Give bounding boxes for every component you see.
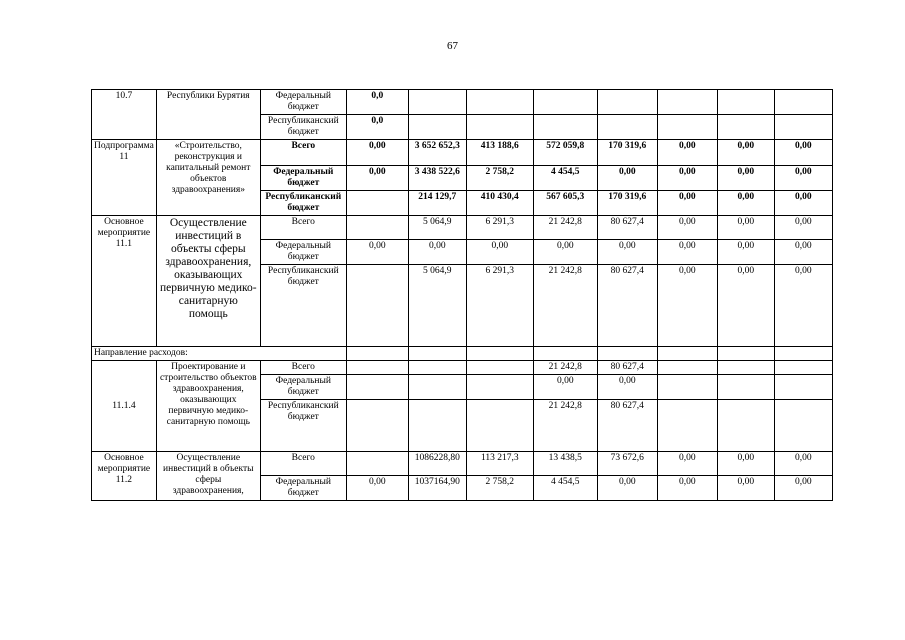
table-cell: 0,00 bbox=[774, 191, 832, 216]
table-cell: 3 652 652,3 bbox=[408, 140, 466, 166]
table-cell: 0,00 bbox=[657, 240, 717, 265]
table-cell: 0,00 bbox=[657, 140, 717, 166]
table-cell: 0,00 bbox=[774, 166, 832, 191]
table-cell bbox=[717, 90, 774, 115]
table-cell: 80 627,4 bbox=[597, 361, 657, 375]
table-cell: 73 672,6 bbox=[597, 452, 657, 476]
table-cell: Всего bbox=[260, 140, 346, 166]
table-cell: Осуществление инвестиций в объекты сферы здравоохранения, оказывающих первичную медико-санитарную помощь bbox=[156, 216, 260, 347]
table-row bbox=[92, 90, 833, 115]
table-cell: 21 242,8 bbox=[533, 216, 597, 240]
table-cell bbox=[657, 361, 717, 375]
table-cell: 0,0 bbox=[346, 115, 408, 140]
table-cell: 2 758,2 bbox=[466, 166, 533, 191]
table-cell bbox=[657, 115, 717, 140]
table-cell bbox=[657, 400, 717, 452]
table-cell: 567 605,3 bbox=[533, 191, 597, 216]
table-cell: 0,0 bbox=[346, 90, 408, 115]
table-cell: 0,00 bbox=[717, 452, 774, 476]
table-cell: 0,00 bbox=[533, 375, 597, 400]
table-cell: 0,00 bbox=[657, 265, 717, 347]
table-cell: Республиканский бюджет bbox=[260, 265, 346, 347]
table-cell bbox=[466, 361, 533, 375]
table-cell: 0,00 bbox=[657, 476, 717, 501]
table-cell: Подпрограмма 11 bbox=[92, 140, 157, 216]
table-cell: 21 242,8 bbox=[533, 265, 597, 347]
table-cell: 0,00 bbox=[597, 166, 657, 191]
table-row bbox=[92, 452, 833, 476]
table-cell: 1037164,90 bbox=[408, 476, 466, 501]
table-cell bbox=[346, 347, 408, 361]
table-cell: 0,00 bbox=[657, 216, 717, 240]
table-cell bbox=[597, 347, 657, 361]
table-cell bbox=[408, 115, 466, 140]
table-cell: Всего bbox=[260, 452, 346, 476]
table-cell: Федеральный бюджет bbox=[260, 166, 346, 191]
table-cell: 0,00 bbox=[408, 240, 466, 265]
table-cell: 0,00 bbox=[657, 166, 717, 191]
table-cell: 5 064,9 bbox=[408, 216, 466, 240]
table-cell bbox=[717, 115, 774, 140]
table-cell: 0,00 bbox=[774, 265, 832, 347]
table-cell bbox=[346, 191, 408, 216]
table-cell bbox=[466, 90, 533, 115]
table-cell: «Строительство, реконструкция и капитальный ремонт объектов здравоохранения» bbox=[156, 140, 260, 216]
table-cell: 5 064,9 bbox=[408, 265, 466, 347]
table-cell bbox=[717, 400, 774, 452]
table-cell: Федеральный бюджет bbox=[260, 90, 346, 115]
table-cell bbox=[346, 265, 408, 347]
table-cell bbox=[346, 375, 408, 400]
table-cell: 4 454,5 bbox=[533, 166, 597, 191]
table-cell bbox=[466, 400, 533, 452]
table-cell: 0,00 bbox=[774, 140, 832, 166]
table-cell: Всего bbox=[260, 361, 346, 375]
table-cell: 3 438 522,6 bbox=[408, 166, 466, 191]
table-cell bbox=[657, 375, 717, 400]
table-cell: Республиканский бюджет bbox=[260, 115, 346, 140]
table-cell: 170 319,6 bbox=[597, 191, 657, 216]
table-cell bbox=[466, 347, 533, 361]
table-cell: 13 438,5 bbox=[533, 452, 597, 476]
page-number: 67 bbox=[447, 40, 458, 52]
table-cell bbox=[346, 400, 408, 452]
table-cell: 0,00 bbox=[346, 476, 408, 501]
table-cell: Федеральный бюджет bbox=[260, 476, 346, 501]
table-cell: 572 059,8 bbox=[533, 140, 597, 166]
table-cell bbox=[774, 361, 832, 375]
table-cell bbox=[533, 115, 597, 140]
table-cell: Республиканский бюджет bbox=[260, 191, 346, 216]
table-cell: 6 291,3 bbox=[466, 216, 533, 240]
table-cell bbox=[408, 361, 466, 375]
table-cell: 0,00 bbox=[774, 240, 832, 265]
table-cell bbox=[774, 90, 832, 115]
table-cell: Республиканский бюджет bbox=[260, 400, 346, 452]
table-cell: 214 129,7 bbox=[408, 191, 466, 216]
table-cell: Республики Бурятия bbox=[156, 90, 260, 140]
table-cell bbox=[408, 347, 466, 361]
table-cell bbox=[597, 115, 657, 140]
table-cell: 0,00 bbox=[597, 375, 657, 400]
table-cell bbox=[717, 361, 774, 375]
table-cell: 410 430,4 bbox=[466, 191, 533, 216]
table-cell: Всего bbox=[260, 216, 346, 240]
table-cell: 0,00 bbox=[466, 240, 533, 265]
table-cell: Основное мероприятие 11.2 bbox=[92, 452, 157, 501]
table-cell: 0,00 bbox=[597, 476, 657, 501]
table-cell bbox=[466, 375, 533, 400]
table-cell: Федеральный бюджет bbox=[260, 375, 346, 400]
table-cell bbox=[533, 90, 597, 115]
table-cell: 0,00 bbox=[717, 191, 774, 216]
budget-table bbox=[91, 89, 833, 501]
table-cell bbox=[346, 216, 408, 240]
table-cell: 21 242,8 bbox=[533, 361, 597, 375]
table-cell bbox=[408, 90, 466, 115]
table-row bbox=[92, 216, 833, 240]
table-row bbox=[92, 361, 833, 375]
table-cell bbox=[717, 347, 774, 361]
table-cell: 0,00 bbox=[533, 240, 597, 265]
table-cell: 113 217,3 bbox=[466, 452, 533, 476]
table-cell: Федеральный бюджет bbox=[260, 240, 346, 265]
table-cell: 0,00 bbox=[717, 265, 774, 347]
table-cell: 0,00 bbox=[346, 166, 408, 191]
table-cell bbox=[774, 347, 832, 361]
table-cell: 80 627,4 bbox=[597, 265, 657, 347]
table-cell: 6 291,3 bbox=[466, 265, 533, 347]
table-row bbox=[92, 140, 833, 166]
table-cell bbox=[533, 347, 597, 361]
table-cell: 1086228,80 bbox=[408, 452, 466, 476]
table-cell bbox=[408, 400, 466, 452]
table-cell: 0,00 bbox=[717, 166, 774, 191]
table-cell: Направление расходов: bbox=[92, 347, 347, 361]
table-cell bbox=[408, 375, 466, 400]
table-cell: 0,00 bbox=[774, 452, 832, 476]
table-cell bbox=[346, 361, 408, 375]
table-cell: 4 454,5 bbox=[533, 476, 597, 501]
table-cell: 0,00 bbox=[717, 240, 774, 265]
table-cell: 0,00 bbox=[717, 216, 774, 240]
table-cell: 413 188,6 bbox=[466, 140, 533, 166]
table-cell: 80 627,4 bbox=[597, 216, 657, 240]
table-cell: 0,00 bbox=[346, 240, 408, 265]
table-cell bbox=[346, 452, 408, 476]
table-cell: 0,00 bbox=[597, 240, 657, 265]
table-cell: 170 319,6 bbox=[597, 140, 657, 166]
table-cell: 10.7 bbox=[92, 90, 157, 140]
table-cell: 0,00 bbox=[717, 476, 774, 501]
table-cell: Проектирование и строительство объектов здравоохранения, оказывающих первичную медико-санитарную помощь bbox=[156, 361, 260, 452]
table-cell: 0,00 bbox=[774, 216, 832, 240]
table-cell bbox=[774, 375, 832, 400]
table-cell: 0,00 bbox=[774, 476, 832, 501]
table-cell: 0,00 bbox=[657, 452, 717, 476]
table-row bbox=[92, 347, 833, 361]
table-cell: Основное мероприятие 11.1 bbox=[92, 216, 157, 347]
table-cell: 0,00 bbox=[346, 140, 408, 166]
table-cell bbox=[466, 115, 533, 140]
table-cell bbox=[657, 90, 717, 115]
table-cell: Осуществление инвестиций в объекты сферы здравоохранения, bbox=[156, 452, 260, 501]
table-cell: 2 758,2 bbox=[466, 476, 533, 501]
table-cell: 80 627,4 bbox=[597, 400, 657, 452]
table-cell bbox=[774, 115, 832, 140]
table-cell: 21 242,8 bbox=[533, 400, 597, 452]
table-cell bbox=[717, 375, 774, 400]
table-cell: 0,00 bbox=[657, 191, 717, 216]
table-cell: 11.1.4 bbox=[92, 361, 157, 452]
table-cell bbox=[597, 90, 657, 115]
table-cell bbox=[774, 400, 832, 452]
table-cell: 0,00 bbox=[717, 140, 774, 166]
table-cell bbox=[657, 347, 717, 361]
